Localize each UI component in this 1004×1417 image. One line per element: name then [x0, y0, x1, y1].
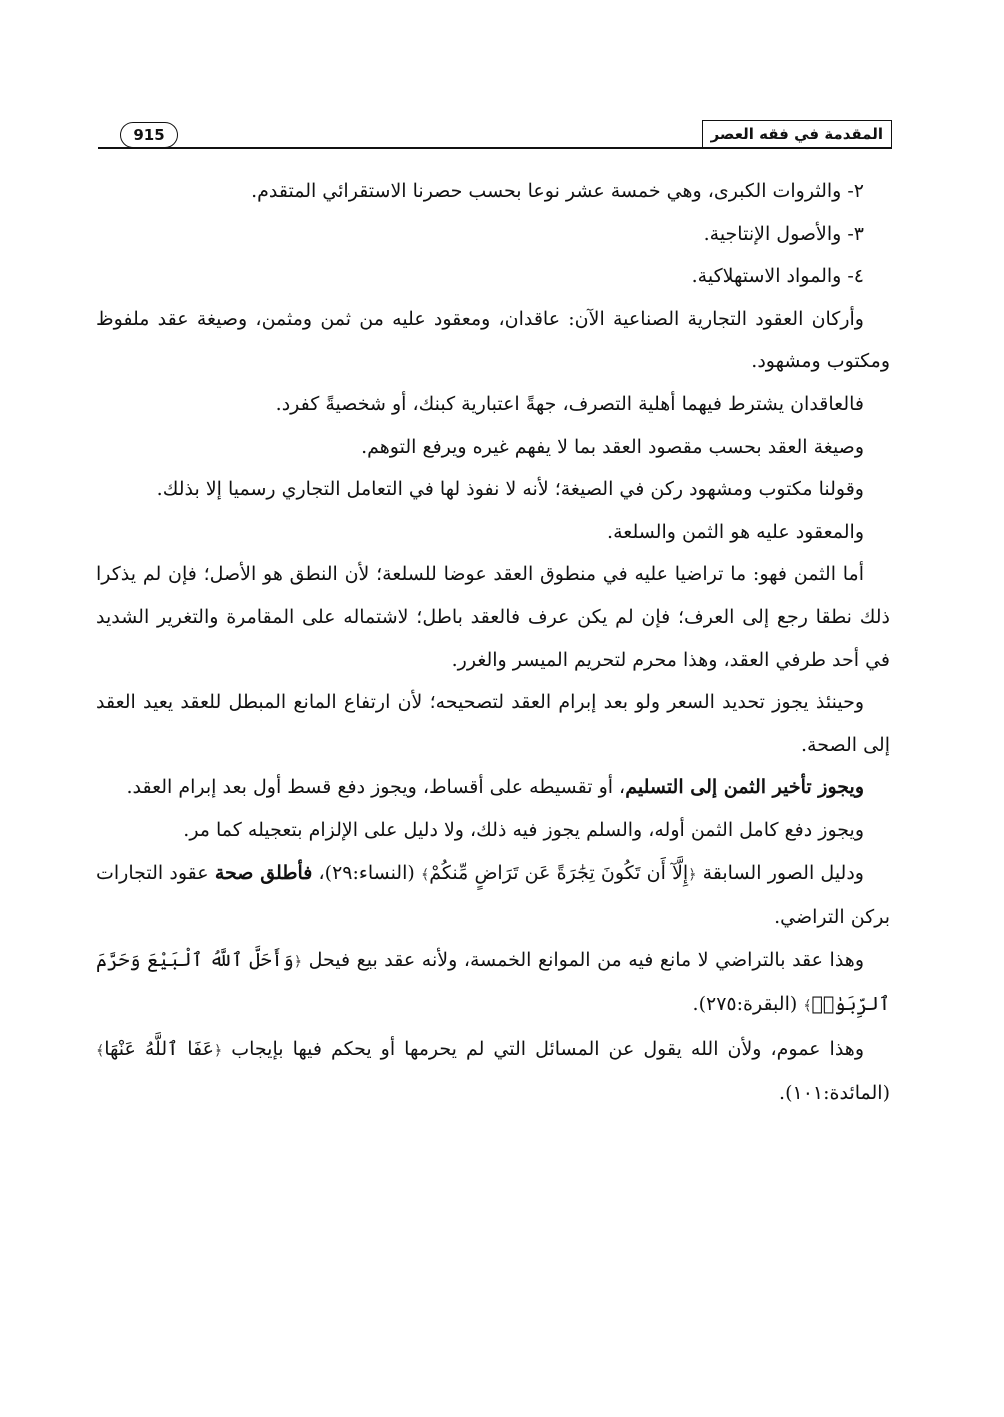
verse-close-bracket: ﴾ — [421, 866, 430, 883]
list-item-3: ٣- والأصول الإنتاجية. — [703, 222, 864, 245]
paragraph-contracting-parties: فالعاقدان يشترط فيهما أهلية التصرف، جهةً اعتبارية كبنك، أو شخصيةً كفرد. — [275, 392, 864, 415]
bold-phrase: فأطلق صحة — [214, 861, 313, 884]
quran-verse: عَفَا ٱللَّهُ عَنْهَا — [104, 1037, 215, 1060]
paragraph-general-rule — [96, 1028, 890, 1115]
running-title: المقدمة في فقه العصر — [702, 120, 892, 147]
quran-verse: وَأَحَلَّ ٱللَّهُ ٱلْبَيْعَ وَحَرَّمَ ٱلرِّبَوٰا۟ — [96, 948, 890, 1016]
paragraph-text: ودليل الصور السابقة — [696, 861, 864, 884]
paragraph-price-definition: أما الثمن فهو: ما تراضيا عليه في منطوق العقد عوضا للسلعة؛ لأن النطق هو الأصل؛ فإن لم يذكرا ذلك نطقا رجع إلى العرف؛ فإن لم يكن عرف فالعقد باطل؛ لاشتماله على المقامرة والتغرير الشديد في أحد طرفي العقد، وهذا محرم لتحريم الميسر والغرر. — [96, 563, 890, 671]
list-item-2: ٢- والثروات الكبرى، وهي خمسة عشر نوعا بحسب حصرنا الاستقرائي المتقدم. — [251, 180, 864, 202]
paragraph-contract-pillars: وأركان العقود التجارية الصناعية الآن: عاقدان، ومعقود عليه من ثمن ومثمن، وصيغة عقد ملفوظ ومكتوب ومشهود. — [96, 307, 890, 373]
verse-close-bracket: ﴾ — [803, 998, 812, 1015]
paragraph-full-payment: ويجوز دفع كامل الثمن أوله، والسلم يجوز فيه ذلك، ولا دليل على الإلزام بتعجيله كما مر. — [183, 818, 864, 841]
paragraph-deferred-payment — [96, 766, 890, 809]
paragraph-contract-form: وصيغة العقد بحسب مقصود العقد بما لا يفهم غيره ويرفع التوهم. — [361, 435, 864, 458]
verse-open-bracket: ﴿ — [688, 866, 697, 883]
paragraph-text: عقود التجارات بركن التراضي. — [96, 861, 890, 929]
verse-open-bracket: ﴿ — [214, 1042, 223, 1059]
paragraph-written-witnessed: وقولنا مكتوب ومشهود ركن في الصيغة؛ لأنه لا نفوذ لها في التعامل التجاري رسميا إلا بذلك. — [156, 478, 864, 501]
paragraph-contracted-object: والمعقود عليه هو الثمن والسلعة. — [607, 520, 864, 543]
body-text — [96, 170, 890, 1115]
page-header — [98, 118, 892, 152]
verse-reference: (البقرة:٢٧٥). — [692, 993, 804, 1016]
bold-phrase: ويجوز تأخير الثمن إلى التسليم — [625, 776, 864, 799]
paragraph-price-setting: وحينئذ يجوز تحديد السعر ولو بعد إبرام العقد لتصحيحه؛ لأن ارتفاع المانع المبطل للعقد يعيد العقد إلى الصحة. — [96, 691, 890, 756]
paragraph-sale-lawful — [96, 939, 890, 1028]
quran-verse: إِلَّآ أَن تَكُونَ تِجَٰرَةً عَن تَرَاضٍ مِّنكُمْ — [429, 861, 689, 884]
paragraph-evidence — [96, 852, 890, 939]
verse-reference: (المائدة:١٠١). — [779, 1082, 890, 1105]
paragraph-text: وهذا عموم، ولأن الله يقول عن المسائل التي لم يحرمها أو يحكم فيها بإيجاب — [222, 1037, 864, 1060]
verse-close-bracket: ﴾ — [96, 1042, 105, 1059]
verse-reference: (النساء:٢٩)، — [312, 861, 421, 884]
verse-open-bracket: ﴿ — [293, 953, 303, 970]
page-number: 915 — [120, 122, 178, 148]
header-rule — [98, 147, 892, 149]
paragraph-text: ، أو تقسيطه على أقساط، ويجوز دفع قسط أول بعد إبرام العقد. — [126, 776, 626, 799]
paragraph-text: وهذا عقد بالتراضي لا مانع فيه من الموانع الخمسة، ولأنه عقد بيع فيحل — [302, 948, 864, 971]
list-item-4: ٤- والمواد الاستهلاكية. — [691, 265, 864, 288]
